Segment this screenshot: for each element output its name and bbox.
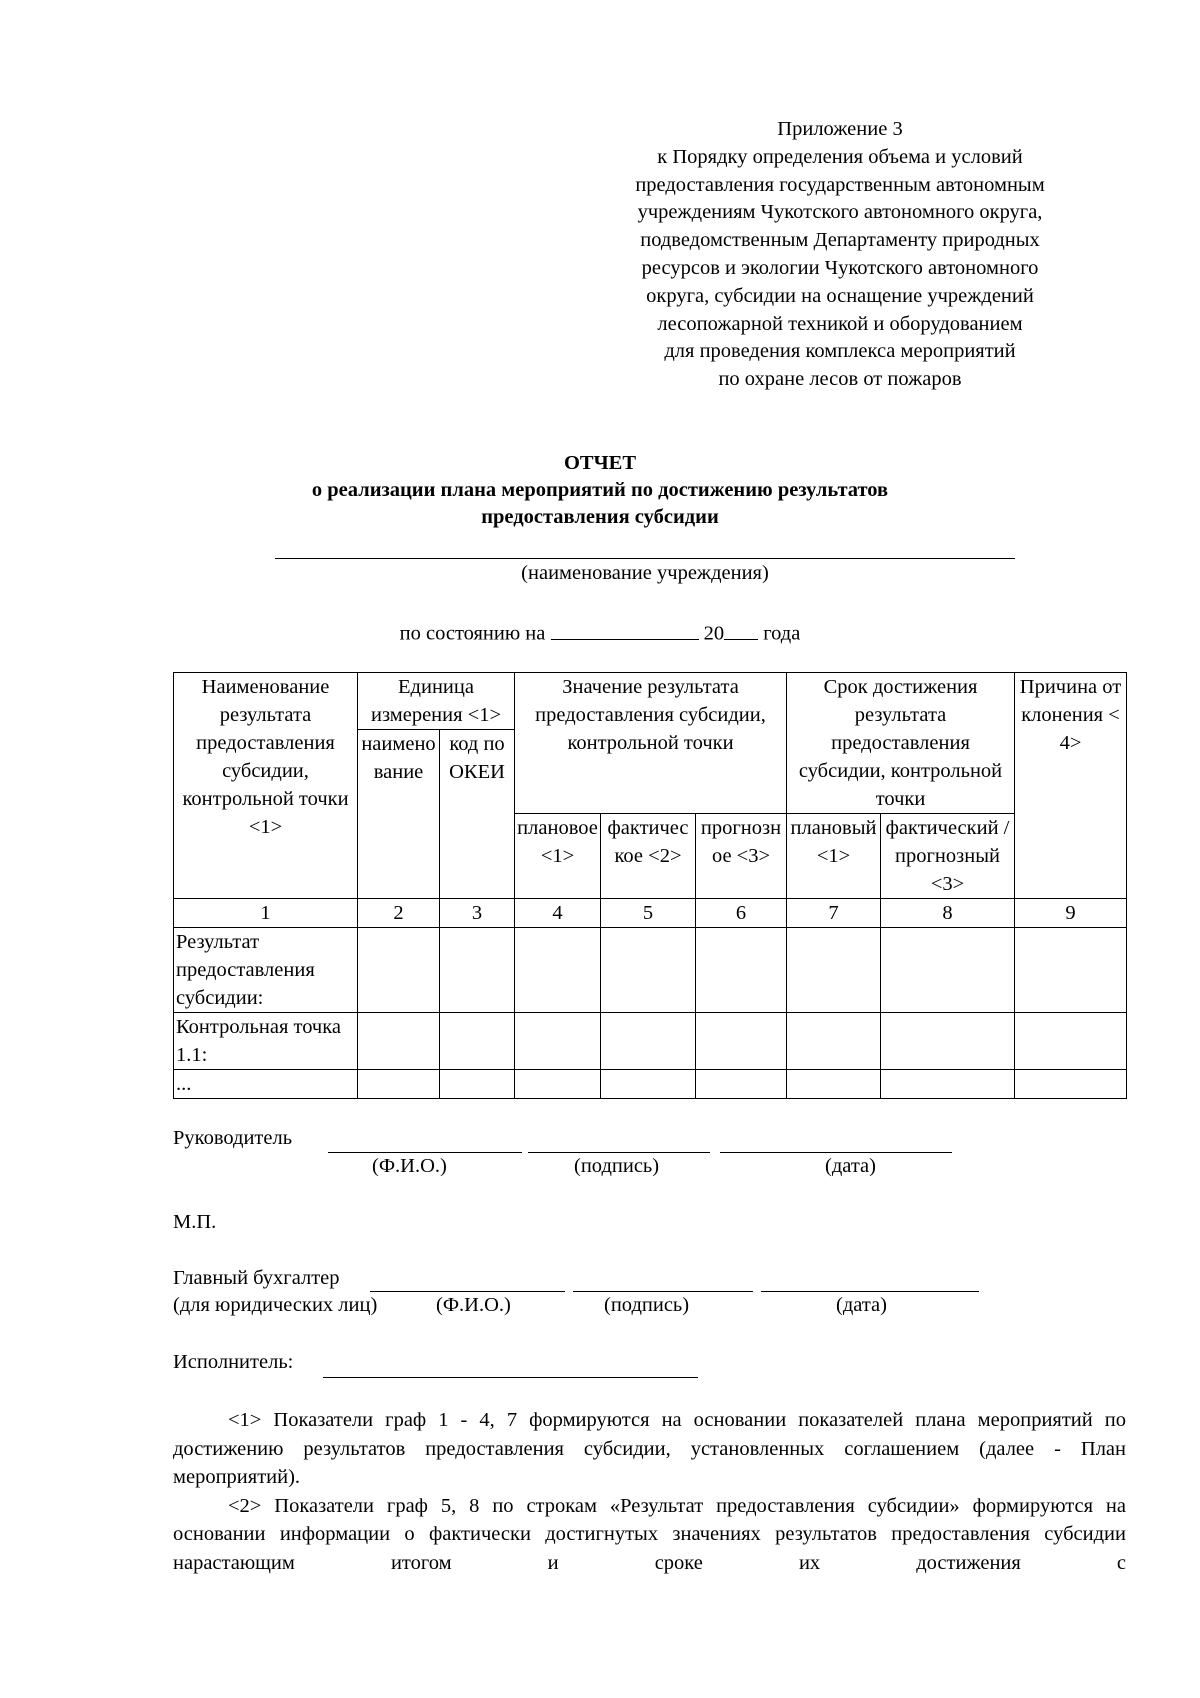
table-cell[interactable] [881, 1070, 1015, 1099]
table-cell[interactable] [696, 1070, 787, 1099]
col-number: 2 [358, 899, 440, 928]
col-number: 6 [696, 899, 787, 928]
head-signature-field[interactable] [528, 1152, 710, 1153]
table-row [174, 1013, 1127, 1070]
stamp-place: М.П. [173, 1211, 217, 1233]
date-suffix: года [763, 622, 801, 645]
table-cell[interactable] [515, 1070, 601, 1099]
institution-name-field[interactable] [275, 558, 1015, 559]
accountant-signature-caption: (подпись) [604, 1294, 690, 1316]
date-prefix: по состоянию на [399, 622, 546, 645]
footnotes [173, 1406, 1126, 1577]
accountant-label: Главный бухгалтер [173, 1267, 340, 1289]
table-cell[interactable] [1015, 928, 1127, 1013]
accountant-date-caption: (дата) [836, 1294, 887, 1316]
title-line: о реализации плана мероприятий по достижению результатов [311, 479, 889, 501]
col-number: 9 [1015, 899, 1127, 928]
appendix-line: округа, субсидии на оснащение учреждений [646, 284, 1034, 307]
header-term-plan: плановый <1> [787, 814, 881, 899]
table-cell[interactable] [787, 1013, 881, 1070]
year-prefix: 20 [703, 622, 725, 645]
footnote: <1> Показатели граф 1 - 4, 7 формируются на основании показателей плана мероприятий по достижению результатов предоставления субсидии, установленных соглашением (далее - План мероприятий). [173, 1409, 1126, 1488]
table-cell[interactable] [1015, 1070, 1127, 1099]
table-cell[interactable] [696, 1013, 787, 1070]
appendix-line: для проведения комплекса мероприятий [664, 340, 1016, 363]
col-number: 7 [787, 899, 881, 928]
header-name: Наименование результата предоставления субсидии, контрольной точки <1> [174, 673, 358, 899]
header-unit-code: код по ОКЕИ [440, 730, 515, 899]
head-date-caption: (дата) [825, 1155, 876, 1177]
appendix-line: по охране лесов от пожаров [718, 368, 962, 391]
header-value-forecast: прогнозное <3> [696, 814, 787, 899]
table-cell[interactable] [787, 1070, 881, 1099]
head-date-field[interactable] [720, 1152, 952, 1153]
appendix-line: предоставления государственным автономным [635, 173, 1045, 196]
table-row [174, 1070, 1127, 1099]
table-cell[interactable] [601, 1070, 696, 1099]
table-cell[interactable] [601, 928, 696, 1013]
col-number: 3 [440, 899, 515, 928]
accountant-note: (для юридических лиц) [173, 1294, 378, 1316]
table-cell[interactable] [1015, 1013, 1127, 1070]
title-heading: ОТЧЕТ [563, 452, 636, 474]
accountant-date-field[interactable] [761, 1291, 979, 1292]
appendix-header [600, 116, 1080, 394]
col-number: 8 [881, 899, 1015, 928]
table-cell[interactable] [515, 928, 601, 1013]
row-label: ... [174, 1070, 358, 1099]
table-cell[interactable] [881, 1013, 1015, 1070]
accountant-fio-caption: (Ф.И.О.) [436, 1294, 511, 1316]
table-cell[interactable] [515, 1013, 601, 1070]
head-fio-field[interactable] [328, 1152, 522, 1153]
footnote: <2> Показатели граф 5, 8 по строкам «Результат предоставления субсидии» формируются на основании информации о фактически достигнутых значениях результатов предоставления субсидии нарастающим итогом и сроке их достижения с [173, 1494, 1126, 1574]
table-cell[interactable] [696, 928, 787, 1013]
table-cell[interactable] [358, 1013, 440, 1070]
institution-caption: (наименование учреждения) [521, 562, 769, 584]
table-cell[interactable] [358, 928, 440, 1013]
executor-label: Исполнитель: [173, 1351, 294, 1373]
col-number: 5 [601, 899, 696, 928]
table-cell[interactable] [440, 928, 515, 1013]
table-cell[interactable] [601, 1013, 696, 1070]
executor-field[interactable] [323, 1377, 698, 1378]
header-value-plan: плановое <1> [515, 814, 601, 899]
header-value: Значение результата предоставления субсидии, контрольной точки [515, 673, 787, 814]
table-cell[interactable] [440, 1013, 515, 1070]
year-field[interactable] [724, 618, 758, 640]
head-signature-caption: (подпись) [574, 1155, 660, 1177]
row-label: Контрольная точка 1.1: [174, 1013, 358, 1070]
accountant-fio-field[interactable] [370, 1291, 565, 1292]
appendix-line: Приложение 3 [777, 118, 903, 140]
date-line [0, 618, 1200, 646]
appendix-line: учреждениям Чукотского автономного округа, [637, 201, 1043, 224]
header-term-fact: фактический /прогнозный <3> [881, 814, 1015, 899]
table-cell[interactable] [440, 1070, 515, 1099]
head-fio-caption: (Ф.И.О.) [372, 1155, 447, 1177]
date-field[interactable] [551, 618, 699, 640]
col-number: 4 [515, 899, 601, 928]
report-table [173, 672, 1127, 1099]
report-title [0, 450, 1200, 531]
header-reason: Причина отклонения <4> [1015, 673, 1127, 899]
appendix-line: подведомственным Департаменту природных [640, 229, 1040, 252]
title-line: предоставления субсидии [481, 506, 719, 528]
col-number: 1 [174, 899, 358, 928]
appendix-line: лесопожарной техникой и оборудованием [657, 312, 1023, 335]
header-unit: Единица измерения <1> [358, 673, 515, 730]
header-term: Срок достижения результата предоставления субсидии, контрольной точки [787, 673, 1015, 814]
header-unit-name: наименование [358, 730, 440, 899]
appendix-line: к Порядку определения объема и условий [657, 145, 1023, 168]
accountant-signature-field[interactable] [573, 1291, 753, 1292]
head-label: Руководитель [173, 1127, 293, 1149]
table-cell[interactable] [881, 928, 1015, 1013]
table-cell[interactable] [358, 1070, 440, 1099]
appendix-line: ресурсов и экологии Чукотского автономного [641, 256, 1039, 279]
table-row [174, 928, 1127, 1013]
table-cell[interactable] [787, 928, 881, 1013]
header-value-fact: фактическое <2> [601, 814, 696, 899]
row-label: Результат предоставления субсидии: [174, 928, 358, 1013]
